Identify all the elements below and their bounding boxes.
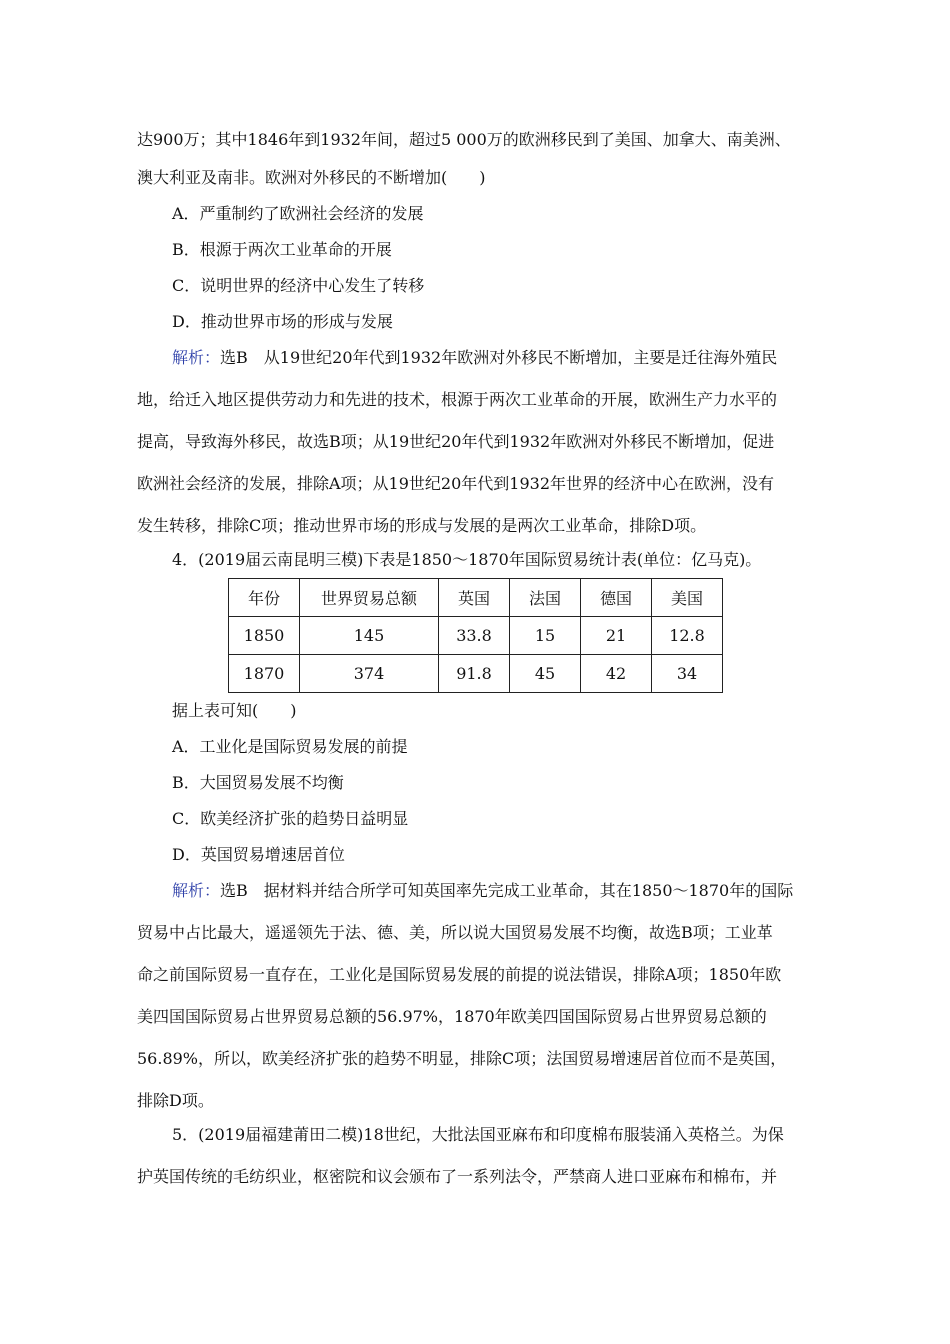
q5-line-1: 5．(2019届福建莆田二模)18世纪，大批法国亚麻布和印度棉布服装涌入英格兰。为保 [172, 1125, 784, 1144]
table-cell: 45 [510, 655, 581, 693]
table-header-row [229, 579, 723, 617]
q4-option-a: A．工业化是国际贸易发展的前提 [172, 737, 408, 756]
analysis-label: 解析： [172, 348, 221, 367]
q4-analysis-line-3: 命之前国际贸易一直存在，工业化是国际贸易发展的前提的说法错误，排除A项；1850年欧 [137, 965, 782, 984]
table-cell: 33.8 [439, 617, 510, 655]
table-cell: 34 [652, 655, 723, 693]
table-header-cell: 德国 [581, 579, 652, 617]
table-cell: 145 [300, 617, 439, 655]
analysis-text: 选B 据材料并结合所学可知英国率先完成工业革命，其在1850～1870年的国际 [220, 881, 794, 900]
q3-option-d: D．推动世界市场的形成与发展 [172, 312, 393, 331]
table-cell: 42 [581, 655, 652, 693]
table-header-cell: 年份 [229, 579, 300, 617]
table-row [229, 655, 723, 693]
q3-analysis-line-4: 欧洲社会经济的发展，排除A项；从19世纪20年代到1932年世界的经济中心在欧洲，没有 [137, 474, 774, 493]
q4-option-d: D．英国贸易增速居首位 [172, 845, 345, 864]
q4-option-c: C．欧美经济扩张的趋势日益明显 [172, 809, 409, 828]
q3-analysis-line-2: 地，给迁入地区提供劳动力和先进的技术，根源于两次工业革命的开展，欧洲生产力水平的 [137, 390, 778, 409]
q4-analysis-line-4: 美四国国际贸易占世界贸易总额的56.97%，1870年欧美四国国际贸易占世界贸易总额的 [137, 1007, 767, 1026]
table-header-cell: 英国 [439, 579, 510, 617]
intro-line-2: 澳大利亚及南非。欧洲对外移民的不断增加( ) [137, 168, 486, 187]
q3-analysis-line-5: 发生转移，排除C项；推动世界市场的形成与发展的是两次工业革命，排除D项。 [137, 516, 707, 535]
q3-analysis-line-3: 提高，导致海外移民，故选B项；从19世纪20年代到1932年欧洲对外移民不断增加，促进 [137, 432, 775, 451]
q3-option-b: B．根源于两次工业革命的开展 [172, 240, 392, 259]
q3-option-a: A．严重制约了欧洲社会经济的发展 [172, 204, 424, 223]
table-header-cell: 美国 [652, 579, 723, 617]
table-header-cell: 法国 [510, 579, 581, 617]
q4-option-b: B．大国贸易发展不均衡 [172, 773, 344, 792]
q4-analysis-line-5: 56.89%，所以，欧美经济扩张的趋势不明显，排除C项；法国贸易增速居首位而不是英国， [137, 1049, 787, 1068]
table-cell: 374 [300, 655, 439, 693]
q3-analysis-line-1 [172, 348, 777, 368]
analysis-label: 解析： [172, 881, 221, 900]
table-cell: 1870 [229, 655, 300, 693]
table-cell: 15 [510, 617, 581, 655]
table-cell: 1850 [229, 617, 300, 655]
q3-option-c: C．说明世界的经济中心发生了转移 [172, 276, 425, 295]
table-header-cell: 世界贸易总额 [300, 579, 439, 617]
q4-analysis-line-6: 排除D项。 [137, 1091, 214, 1110]
table-row [229, 617, 723, 655]
table-cell: 21 [581, 617, 652, 655]
q4-analysis-line-2: 贸易中占比最大，遥遥领先于法、德、美，所以说大国贸易发展不均衡，故选B项；工业革 [137, 923, 773, 942]
q5-line-2: 护英国传统的毛纺织业，枢密院和议会颁布了一系列法令，严禁商人进口亚麻布和棉布，并 [137, 1167, 778, 1186]
q4-analysis-line-1 [172, 881, 793, 901]
table-cell: 12.8 [652, 617, 723, 655]
intro-line-1: 达900万；其中1846年到1932年间，超过5 000万的欧洲移民到了美国、加拿大、南美洲、 [137, 130, 791, 149]
table-cell: 91.8 [439, 655, 510, 693]
q4-question: 据上表可知( ) [172, 701, 297, 720]
trade-statistics-table [228, 578, 723, 693]
q4-stem: 4．(2019届云南昆明三模)下表是1850～1870年国际贸易统计表(单位：亿马克)。 [172, 550, 762, 569]
analysis-text: 选B 从19世纪20年代到1932年欧洲对外移民不断增加，主要是迁往海外殖民 [220, 348, 778, 367]
